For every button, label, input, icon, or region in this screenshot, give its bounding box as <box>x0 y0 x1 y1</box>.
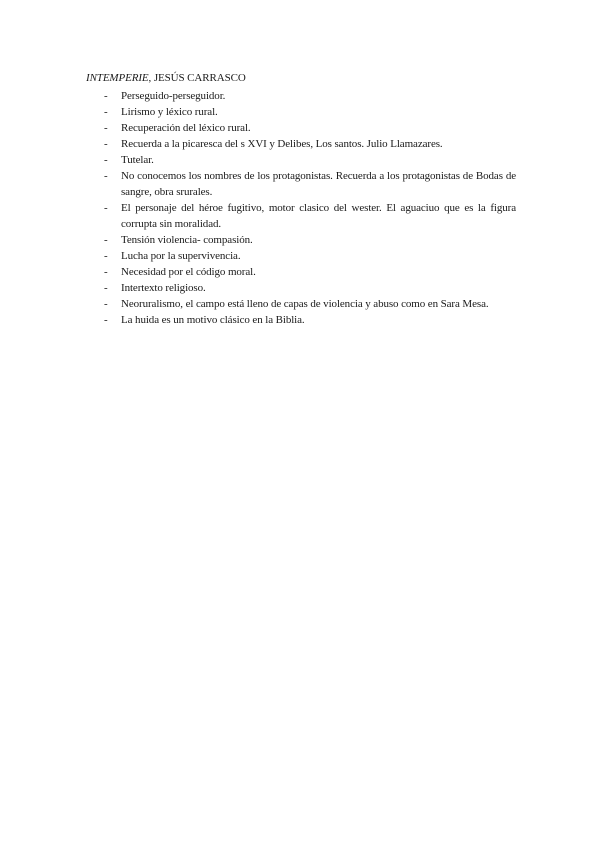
list-item-text: Intertexto religioso. <box>121 282 206 294</box>
list-item <box>86 264 516 280</box>
list-item-text: Lirismo y léxico rural. <box>121 106 218 118</box>
list-item-text: No conocemos los nombres de los protagonistas. Recuerda a los protagonistas de Bodas de sangre, obra srurales. <box>121 170 516 198</box>
bullet-dash: - <box>104 202 108 214</box>
bullet-dash: - <box>104 298 108 310</box>
list-item-text: Tutelar. <box>121 154 154 166</box>
list-item-text: Perseguido-perseguidor. <box>121 90 226 102</box>
list-item-text: Neoruralismo, el campo está lleno de capas de violencia y abuso como en Sara Mesa. <box>121 298 489 310</box>
list-item-text: Necesidad por el código moral. <box>121 266 256 278</box>
list-item-text: Recuerda a la picaresca del s XVI y Delibes, Los santos. Julio Llamazares. <box>121 138 443 150</box>
list-item <box>86 280 516 296</box>
bullet-dash: - <box>104 266 108 278</box>
list-item-text: El personaje del héroe fugitivo, motor clasico del wester. El aguaciuo que es la figura corrupta sin moralidad. <box>121 202 516 230</box>
list-item <box>86 104 516 120</box>
list-item-text: La huida es un motivo clásico en la Biblia. <box>121 314 305 326</box>
bullet-dash: - <box>104 154 108 166</box>
bullet-dash: - <box>104 250 108 262</box>
list-item <box>86 312 516 328</box>
document-title <box>86 70 516 86</box>
list-item <box>86 120 516 136</box>
notes-list <box>86 88 516 328</box>
list-item-text: Tensión violencia- compasión. <box>121 234 253 246</box>
list-item <box>86 88 516 104</box>
list-item <box>86 136 516 152</box>
bullet-dash: - <box>104 90 108 102</box>
list-item <box>86 296 516 312</box>
document-content <box>86 70 516 328</box>
title-author: , JESÚS CARRASCO <box>148 72 246 84</box>
list-item <box>86 152 516 168</box>
bullet-dash: - <box>104 282 108 294</box>
list-item-text: Recuperación del léxico rural. <box>121 122 251 134</box>
bullet-dash: - <box>104 234 108 246</box>
bullet-dash: - <box>104 106 108 118</box>
list-item <box>86 248 516 264</box>
bullet-dash: - <box>104 314 108 326</box>
list-item <box>86 232 516 248</box>
list-item-text: Lucha por la supervivencia. <box>121 250 241 262</box>
bullet-dash: - <box>104 170 108 182</box>
bullet-dash: - <box>104 138 108 150</box>
list-item <box>86 168 516 200</box>
list-item <box>86 200 516 232</box>
title-book-name: INTEMPERIE <box>86 72 149 84</box>
bullet-dash: - <box>104 122 108 134</box>
